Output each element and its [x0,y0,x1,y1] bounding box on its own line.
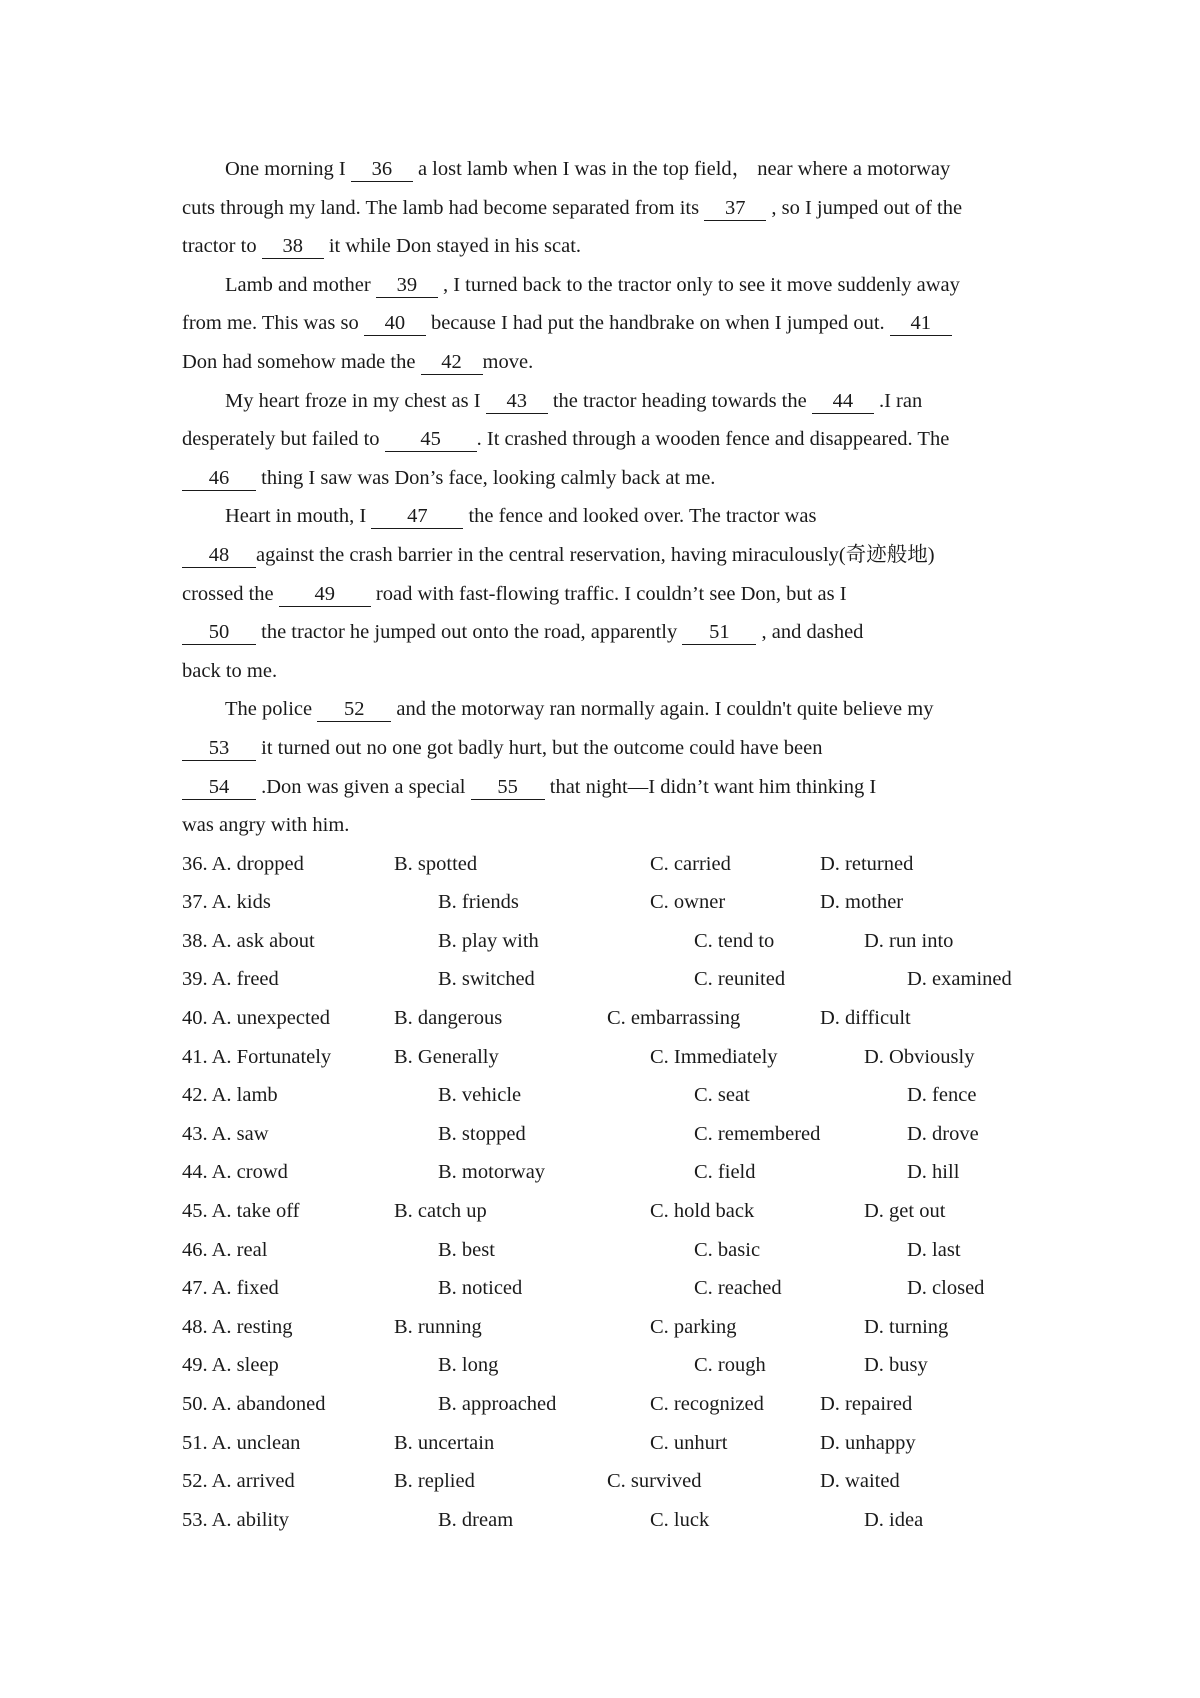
passage-text: it turned out no one got badly hurt, but the outcome could have been [256,736,823,759]
option-a: 49. A. sleep [182,1354,279,1377]
blank-44: 44 [812,389,874,414]
option-a: 52. A. arrived [182,1470,295,1493]
blank-48: 48 [182,543,256,568]
option-b: B. vehicle [438,1084,522,1107]
option-b: B. running [394,1315,482,1338]
passage-text: from me. This was so [182,312,364,335]
option-d: D. repaired [820,1393,913,1415]
text-line [182,690,1022,729]
blank-52: 52 [317,697,391,722]
option-c: C. carried [650,852,731,875]
option-c: C. remembered [694,1122,821,1145]
text-line [182,613,1022,652]
option-b: B. spotted [394,852,478,875]
option-a: 51. A. unclean [182,1431,301,1454]
text-line [182,150,1022,189]
question-row-41 [182,1038,1022,1077]
worksheet-page [182,150,1022,1539]
question-row-51 [182,1424,1022,1463]
option-a: 36. A. dropped [182,852,304,875]
text-line [182,189,1022,228]
passage-text: .I ran [873,389,923,412]
option-a: 45. A. take off [182,1200,300,1223]
question-row-47 [182,1269,1022,1308]
passage-text: back to me. [182,659,278,682]
option-c: C. parking [650,1315,737,1338]
passage-text: , I turned back to the tractor only to see it move suddenly away [437,273,960,296]
question-row-52 [182,1462,1022,1501]
option-a: 44. A. crowd [182,1161,288,1184]
option-d: D. idea [864,1508,924,1531]
question-row-50 [182,1385,1022,1424]
passage-text: , and dashed [756,621,864,644]
option-c: C. basic [694,1238,761,1261]
blank-41: 41 [890,311,952,336]
option-a: 43. A. saw [182,1122,269,1145]
passage-text: because I had put the handbrake on when I jumped out. [425,312,890,335]
option-b: B. Generally [394,1045,499,1068]
text-line [182,497,1022,536]
blank-53: 53 [182,736,256,761]
passage-text: crossed the [182,582,279,605]
blank-38: 38 [262,234,324,259]
option-b: B. dream [438,1508,514,1531]
text-line [182,343,1022,382]
question-row-53 [182,1501,1022,1540]
passage-text: My heart froze in my chest as I [225,389,486,412]
question-row-37 [182,883,1022,922]
passage-text: Don had somehow made the [182,350,421,373]
option-a: 38. A. ask about [182,929,315,952]
question-row-49 [182,1346,1022,1385]
passage-text: and the motorway ran normally again. I couldn't quite believe my [391,698,934,721]
passage-text: , so I jumped out of the [766,196,963,219]
option-a: 53. A. ability [182,1508,290,1531]
option-c: C. embarrassing [607,1007,741,1030]
option-d: D. unhappy [820,1431,916,1454]
blank-51: 51 [682,620,756,645]
question-row-46 [182,1231,1022,1270]
option-c: C. rough [694,1354,766,1377]
option-b: B. dangerous [394,1007,503,1030]
blank-49: 49 [279,582,371,607]
question-options [182,845,1022,1540]
passage-text: the tractor heading towards the [547,389,812,412]
option-b: B. long [438,1354,499,1377]
passage-text: was angry with him. [182,814,350,837]
blank-55: 55 [471,775,545,800]
question-row-43 [182,1115,1022,1154]
option-d: D. drove [907,1122,979,1145]
option-a: 39. A. freed [182,968,279,991]
option-d: D. examined [907,968,1012,991]
paragraph-4 [182,497,1022,690]
passage-text: desperately but failed to [182,428,385,451]
passage-text: that night—I didn’t want him thinking I [544,775,877,798]
passage-text: against the crash barrier in the central reservation, having miraculously(奇迹般地) [256,543,935,566]
question-row-40 [182,999,1022,1038]
text-line [182,768,1022,807]
option-c: C. luck [650,1508,710,1531]
option-c: C. Immediately [650,1045,778,1068]
option-d: D. waited [820,1470,900,1493]
option-b: B. noticed [438,1277,523,1300]
blank-45: 45 [385,427,477,452]
option-d: D. run into [864,929,954,952]
option-d: D. last [907,1238,961,1261]
option-a: 40. A. unexpected [182,1007,331,1030]
option-b: B. stopped [438,1122,526,1145]
option-b: B. play with [438,929,539,952]
option-c: C. reunited [694,968,786,991]
option-d: D. mother [820,891,904,914]
passage-text: the tractor he jumped out onto the road, apparently [256,621,683,644]
text-line [182,420,1022,459]
text-line [182,382,1022,421]
text-line [182,729,1022,768]
blank-50: 50 [182,620,256,645]
option-d: D. get out [864,1200,946,1223]
paragraph-5 [182,690,1022,844]
passage-text: Lamb and mother [225,273,376,296]
option-a: 41. A. Fortunately [182,1045,332,1068]
option-c: C. unhurt [650,1431,728,1454]
text-line [182,266,1022,305]
paragraph-1 [182,150,1022,266]
text-line [182,304,1022,343]
blank-47: 47 [371,504,463,529]
text-line [182,652,1022,691]
option-c: C. hold back [650,1200,755,1223]
option-c: C. field [694,1161,756,1184]
passage-text: it while Don stayed in his scat. [323,235,582,258]
passage-text: tractor to [182,235,262,258]
option-b: B. approached [438,1393,557,1415]
blank-42: 42 [421,350,483,375]
option-c: C. seat [694,1084,750,1107]
option-a: 50. A. abandoned [182,1393,326,1415]
option-a: 47. A. fixed [182,1277,279,1300]
option-b: B. uncertain [394,1431,495,1454]
text-line [182,459,1022,498]
blank-46: 46 [182,466,256,491]
question-row-42 [182,1076,1022,1115]
option-c: C. survived [607,1470,702,1493]
option-d: D. Obviously [864,1045,975,1068]
question-row-38 [182,922,1022,961]
text-line [182,806,1022,845]
option-d: D. difficult [820,1007,911,1030]
blank-39: 39 [376,273,438,298]
blank-36: 36 [351,157,413,182]
question-row-36 [182,845,1022,884]
option-b: B. replied [394,1470,475,1493]
option-a: 46. A. real [182,1238,268,1261]
option-b: B. motorway [438,1161,546,1184]
option-d: D. turning [864,1315,949,1338]
option-c: C. owner [650,891,726,914]
option-d: D. closed [907,1277,985,1300]
passage-text: One morning I [225,158,351,180]
question-row-44 [182,1153,1022,1192]
passage-text: Heart in mouth, I [225,505,372,528]
option-b: B. friends [438,891,519,914]
blank-40: 40 [364,311,426,336]
option-a: 48. A. resting [182,1315,293,1338]
option-a: 37. A. kids [182,891,271,914]
option-d: D. fence [907,1084,977,1107]
passage-text: The police [225,698,318,721]
option-d: D. hill [907,1161,960,1184]
blank-37: 37 [704,196,766,221]
option-c: C. reached [694,1277,782,1300]
option-b: B. best [438,1238,495,1261]
text-line [182,227,1022,266]
option-c: C. tend to [694,929,775,952]
option-c: C. recognized [650,1393,764,1415]
question-row-45 [182,1192,1022,1231]
option-a: 42. A. lamb [182,1084,278,1107]
blank-43: 43 [486,389,548,414]
option-d: D. returned [820,852,914,875]
text-line [182,536,1022,575]
passage-text: the fence and looked over. The tractor was [463,505,817,528]
passage-text: a lost lamb when I was in the top field， near where a motorway [412,158,951,180]
text-line [182,575,1022,614]
passage-text: road with fast-flowing traffic. I couldn’t see Don, but as I [370,582,847,605]
passage-text: .Don was given a special [256,775,471,798]
option-b: B. switched [438,968,535,991]
passage-text: move. [482,350,534,373]
paragraph-2 [182,266,1022,382]
passage-text: . It crashed through a wooden fence and disappeared. The [476,428,950,451]
option-d: D. busy [864,1354,928,1377]
passage-text: cuts through my land. The lamb had become separated from its [182,196,705,219]
paragraph-3 [182,382,1022,498]
question-row-39 [182,960,1022,999]
blank-54: 54 [182,775,256,800]
passage-text: thing I saw was Don’s face, looking calmly back at me. [256,466,716,489]
option-b: B. catch up [394,1200,487,1223]
question-row-48 [182,1308,1022,1347]
